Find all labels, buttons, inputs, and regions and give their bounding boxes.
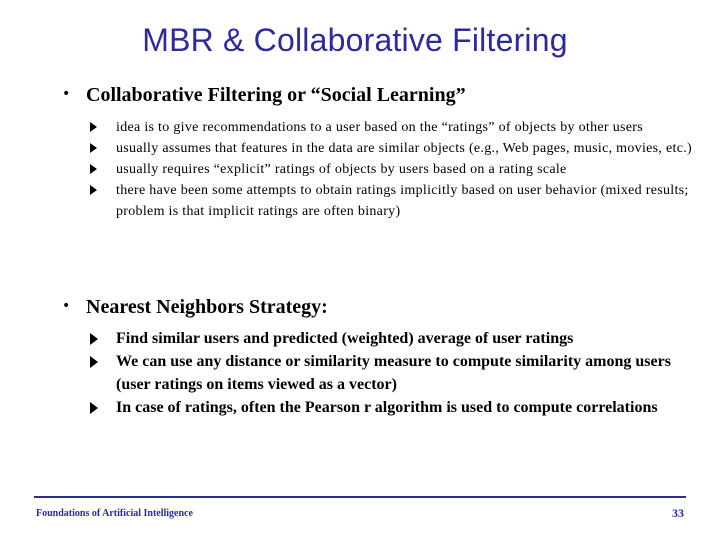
triangle-bullet-icon xyxy=(90,333,98,345)
sub-bullet-item xyxy=(90,117,702,138)
sub-bullet-item xyxy=(90,350,702,396)
triangle-bullet-icon xyxy=(90,122,97,132)
page-number: 33 xyxy=(672,506,684,520)
triangle-bullet-icon xyxy=(90,185,97,195)
sub-bullet-item xyxy=(90,180,702,222)
sub-bullet-item xyxy=(90,138,702,159)
sub-bullet-text: Find similar users and predicted (weighted) average of user ratings xyxy=(116,330,574,347)
footer-divider xyxy=(34,496,686,498)
footer-course-name: Foundations of Artificial Intelligence xyxy=(36,508,193,519)
triangle-bullet-icon xyxy=(90,356,98,368)
sub-bullet-item xyxy=(90,327,702,350)
triangle-bullet-icon xyxy=(90,402,98,414)
section-heading-row xyxy=(62,84,702,107)
bullet-dot-icon: • xyxy=(62,298,71,314)
sub-bullet-text: idea is to give recommendations to a user based on the “ratings” of objects by other users xyxy=(116,120,643,135)
section-heading: Nearest Neighbors Strategy: xyxy=(86,296,328,318)
sub-bullet-item xyxy=(90,396,702,419)
sub-bullet-list xyxy=(62,327,702,419)
triangle-bullet-icon xyxy=(90,143,97,153)
section-collaborative-filtering xyxy=(62,84,702,222)
section-nearest-neighbors xyxy=(62,296,702,419)
sub-bullet-text: there have been some attempts to obtain ratings implicitly based on user behavior (mixed results; problem is that implicit ratings are often binary) xyxy=(116,183,689,219)
sub-bullet-text: usually requires “explicit” ratings of objects by users based on a rating scale xyxy=(116,162,567,177)
bullet-dot-icon: • xyxy=(62,86,71,102)
sub-bullet-text: usually assumes that features in the data are similar objects (e.g., Web pages, music, movies, etc.) xyxy=(116,141,693,156)
sub-bullet-text: We can use any distance or similarity measure to compute similarity among users (user ratings on items viewed as a vector) xyxy=(116,353,671,393)
sub-bullet-text: In case of ratings, often the Pearson r algorithm is used to compute correlations xyxy=(116,399,658,416)
sub-bullet-list xyxy=(62,117,702,222)
triangle-bullet-icon xyxy=(90,164,97,174)
section-heading: Collaborative Filtering or “Social Learning” xyxy=(86,84,466,106)
slide-title: MBR & Collaborative Filtering xyxy=(142,22,568,58)
section-heading-row xyxy=(62,296,702,319)
sub-bullet-item xyxy=(90,159,702,180)
